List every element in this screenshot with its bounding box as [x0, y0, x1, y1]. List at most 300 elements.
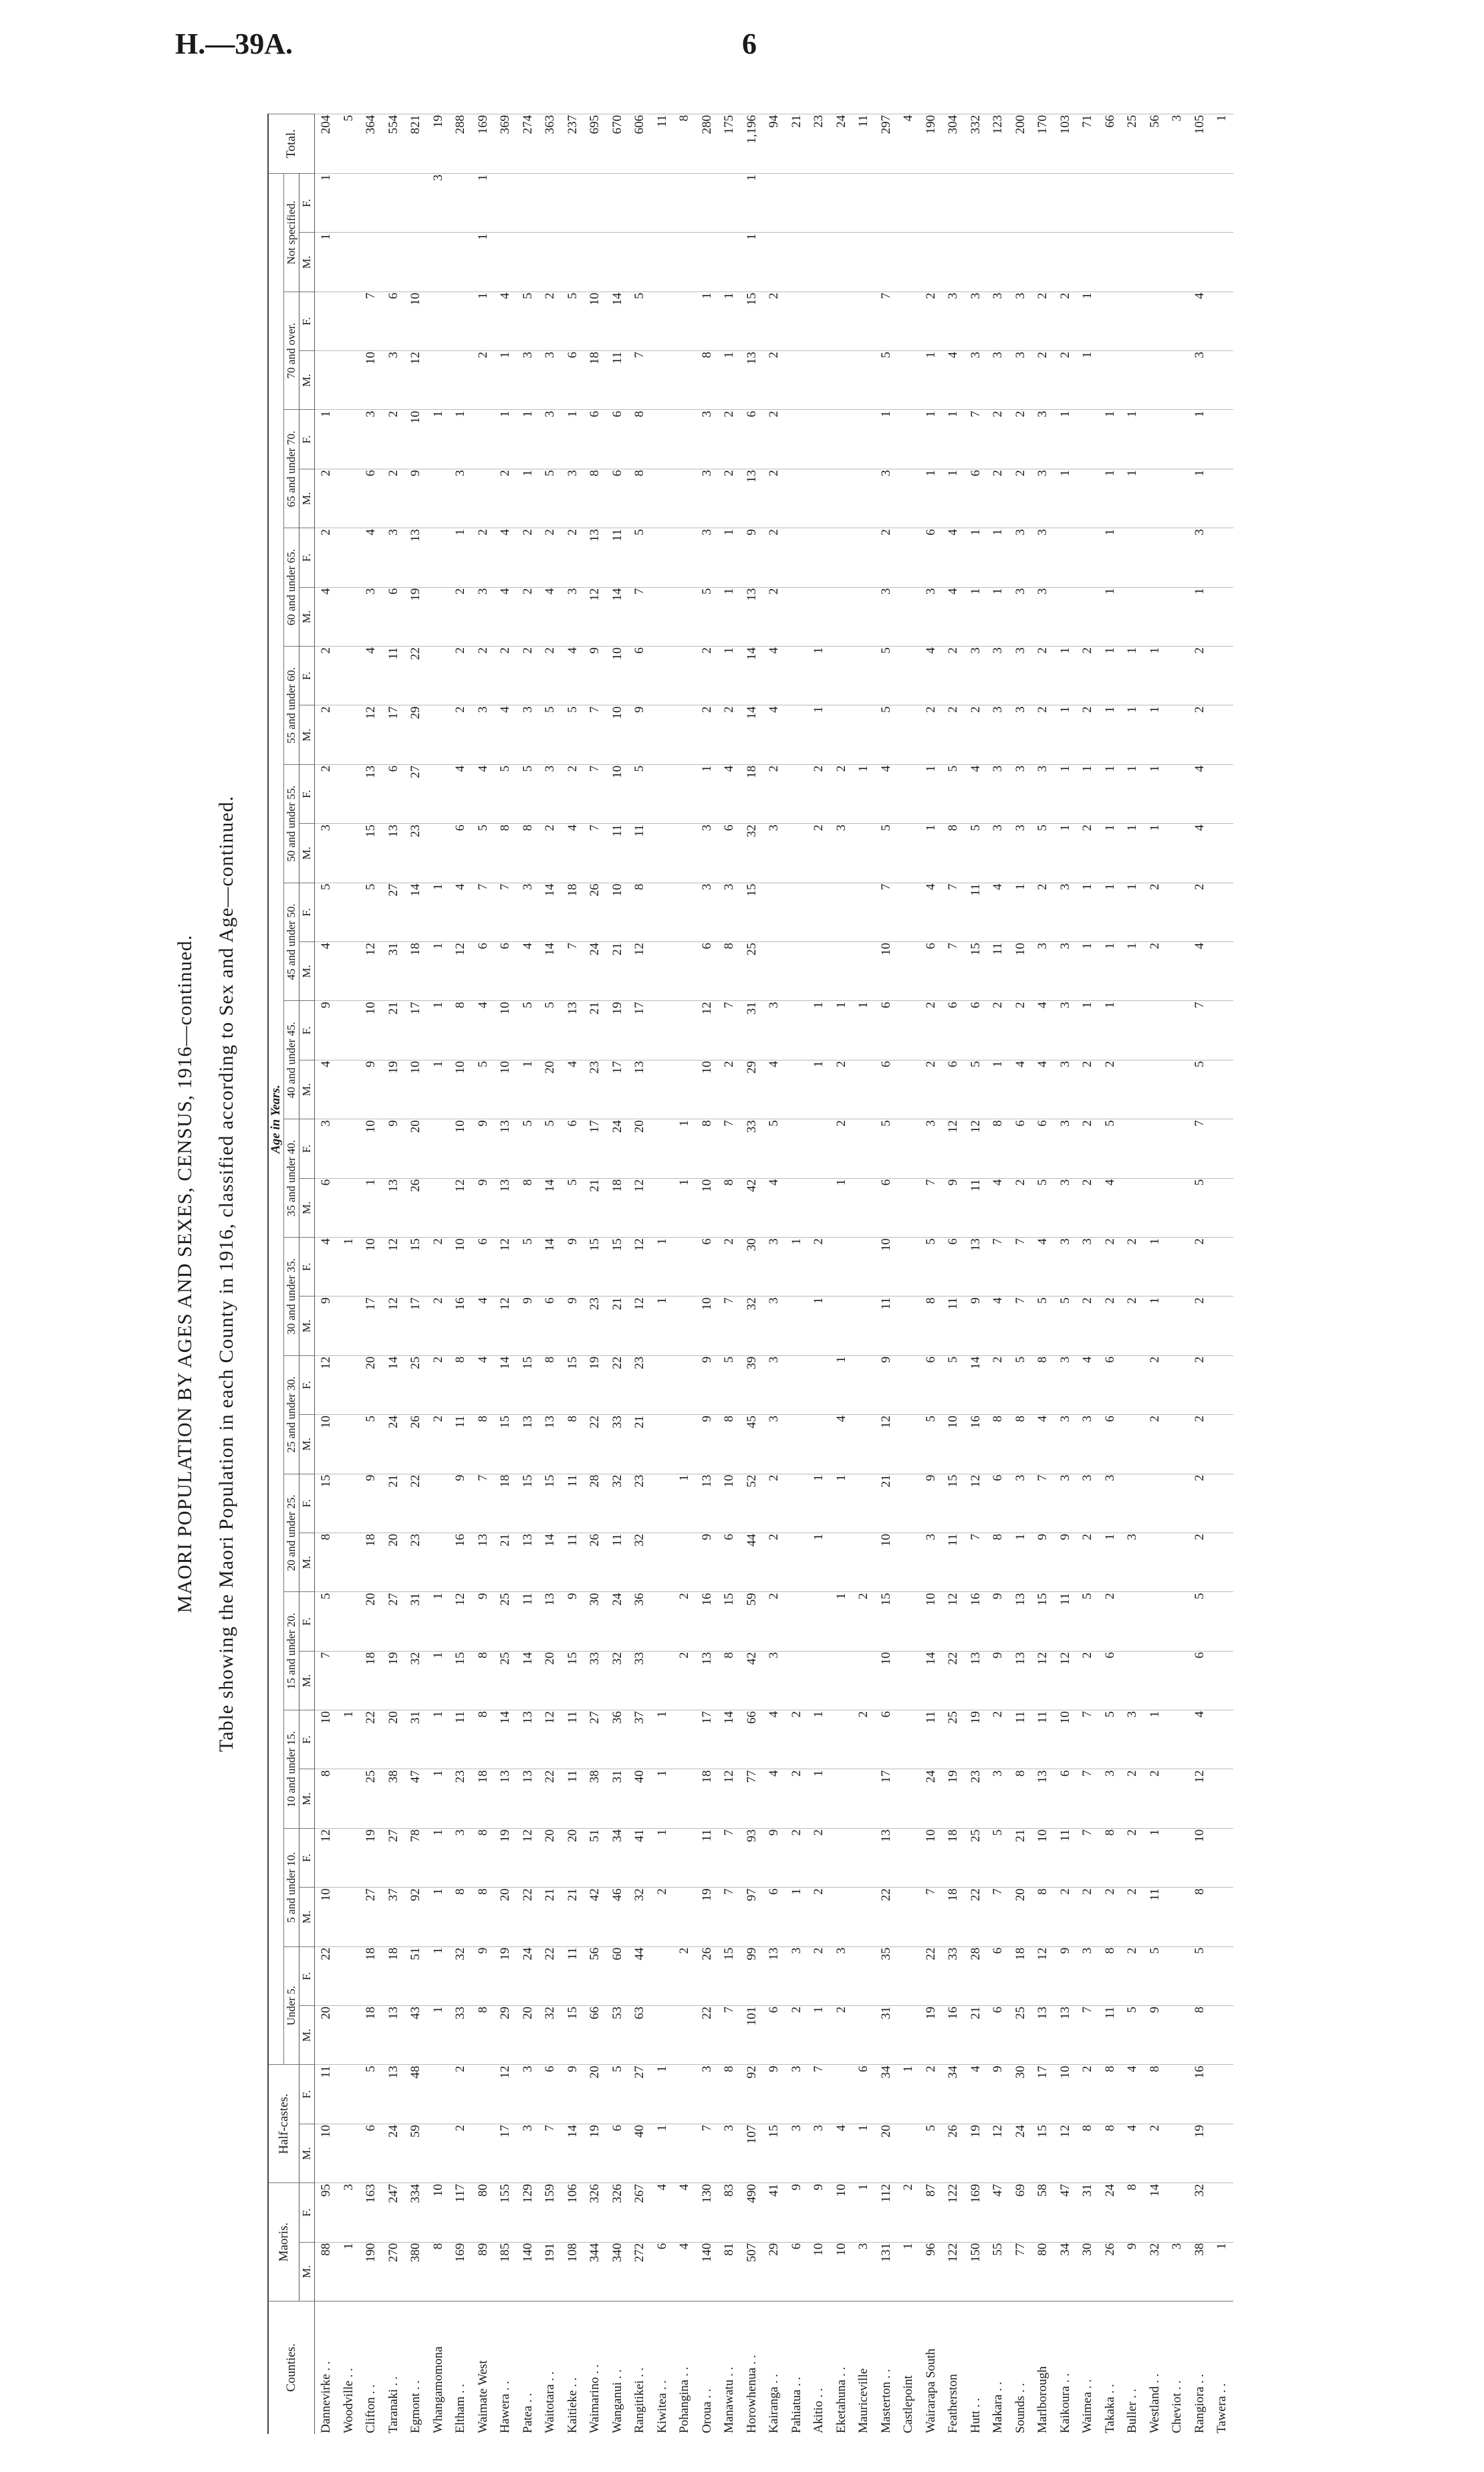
age-column-header: 10 and under 15. — [284, 1710, 299, 1829]
age-male-cell: 2 — [920, 1060, 943, 1119]
age-male-cell: 12 — [1189, 1769, 1211, 1828]
age-female-cell: 6 — [965, 1001, 987, 1060]
female-column-header: F. — [299, 883, 315, 941]
male-column-header: M. — [299, 469, 315, 528]
age-male-cell: 5 — [1121, 2006, 1144, 2065]
age-male-cell: 13 — [517, 1415, 539, 1474]
age-female-cell: 4 — [315, 1237, 338, 1296]
age-male-cell — [830, 233, 853, 292]
age-female-cell: 5 — [942, 1355, 965, 1414]
maoris-male-cell: 38 — [1189, 2242, 1211, 2301]
age-female-cell — [852, 1474, 875, 1533]
maoris-male-cell: 34 — [1054, 2242, 1077, 2301]
age-female-cell — [808, 1119, 830, 1178]
age-male-cell — [1166, 587, 1189, 646]
age-female-cell: 99 — [741, 1946, 763, 2005]
age-male-cell: 3 — [763, 1651, 785, 1710]
age-female-cell: 2 — [539, 647, 562, 705]
age-male-cell — [584, 233, 606, 292]
maoris-male-cell: 3 — [1166, 2242, 1189, 2301]
maoris-male-cell: 185 — [494, 2242, 517, 2301]
halfcastes-male-cell: 3 — [517, 2124, 539, 2182]
age-female-cell — [897, 1119, 920, 1178]
female-column-header: F. — [299, 1946, 315, 2005]
age-male-cell — [897, 469, 920, 528]
maoris-female-cell: 8 — [1121, 2183, 1144, 2242]
age-male-cell — [1121, 1178, 1144, 1237]
age-female-cell: 5 — [628, 764, 651, 823]
table-body — [315, 114, 1233, 2435]
age-column-header: 55 and under 60. — [284, 647, 299, 765]
table-row — [539, 114, 562, 2435]
age-female-cell: 3 — [1054, 1237, 1077, 1296]
age-male-cell: 23 — [584, 1297, 606, 1355]
age-male-cell: 1 — [1054, 824, 1077, 883]
table-row — [897, 114, 920, 2435]
age-female-cell — [785, 1001, 808, 1060]
age-male-cell: 10 — [1009, 942, 1032, 1001]
age-male-cell: 1 — [808, 2006, 830, 2065]
age-male-cell: 1 — [1099, 469, 1122, 528]
age-female-cell: 1 — [427, 1828, 450, 1887]
age-female-cell — [606, 173, 629, 232]
age-female-cell: 37 — [628, 1710, 651, 1769]
age-male-cell — [785, 233, 808, 292]
age-female-cell: 52 — [741, 1474, 763, 1533]
age-male-cell: 13 — [1054, 2006, 1077, 2065]
age-female-cell: 3 — [1189, 528, 1211, 587]
age-female-cell — [785, 528, 808, 587]
county-name: Wairarapa South — [920, 2301, 943, 2435]
age-male-cell: 1 — [830, 1178, 853, 1237]
halfcastes-male-cell: 8 — [1076, 2124, 1099, 2182]
age-male-cell: 21 — [606, 942, 629, 1001]
age-female-cell — [1166, 647, 1189, 705]
county-name: Rangiora . . — [1189, 2301, 1211, 2435]
maoris-male-cell: 380 — [404, 2242, 427, 2301]
maoris-male-cell: 26 — [1099, 2242, 1122, 2301]
table-row — [494, 114, 517, 2435]
age-female-cell: 56 — [584, 1946, 606, 2005]
age-male-cell: 3 — [1076, 1415, 1099, 1474]
age-female-cell: 2 — [517, 647, 539, 705]
age-male-cell: 13 — [517, 1769, 539, 1828]
halfcastes-male-cell — [427, 2124, 450, 2182]
age-female-cell — [897, 1001, 920, 1060]
age-female-cell: 9 — [449, 1474, 472, 1533]
total-cell: 364 — [360, 114, 382, 174]
age-female-cell: 9 — [875, 1355, 898, 1414]
age-female-cell: 2 — [987, 1355, 1009, 1414]
female-column-header: F. — [299, 2065, 315, 2124]
age-female-cell: 1 — [1121, 647, 1144, 705]
age-female-cell: 5 — [360, 883, 382, 941]
age-female-cell: 2 — [1144, 883, 1166, 941]
age-female-cell: 5 — [875, 647, 898, 705]
table-row — [382, 114, 405, 2435]
age-male-cell — [404, 233, 427, 292]
age-female-cell: 3 — [942, 292, 965, 350]
age-female-cell: 8 — [449, 1001, 472, 1060]
age-female-cell: 1 — [920, 410, 943, 469]
age-male-cell: 25 — [1009, 2006, 1032, 2065]
total-cell: 369 — [494, 114, 517, 174]
age-male-cell: 31 — [875, 2006, 898, 2065]
age-male-cell: 6 — [1099, 1415, 1122, 1474]
age-male-cell — [785, 587, 808, 646]
age-male-cell: 32 — [606, 1651, 629, 1710]
maoris-female-cell: 9 — [785, 2183, 808, 2242]
county-name: Westland . . — [1144, 2301, 1166, 2435]
age-male-cell — [1166, 824, 1189, 883]
age-male-cell: 4 — [1031, 1415, 1054, 1474]
age-female-cell: 1 — [785, 1237, 808, 1296]
age-male-cell: 4 — [987, 1178, 1009, 1237]
age-male-cell: 7 — [628, 351, 651, 410]
female-column-header: F. — [299, 764, 315, 823]
age-male-cell: 4 — [539, 587, 562, 646]
table-row — [1166, 114, 1189, 2435]
age-male-cell: 2 — [808, 824, 830, 883]
age-male-cell: 1 — [1076, 942, 1099, 1001]
age-male-cell — [1166, 1297, 1189, 1355]
age-male-cell: 1 — [1121, 824, 1144, 883]
age-female-cell: 1 — [808, 1474, 830, 1533]
age-male-cell: 17 — [382, 705, 405, 764]
halfcastes-female-cell: 2 — [1076, 2065, 1099, 2124]
age-male-cell: 45 — [741, 1415, 763, 1474]
age-female-cell — [673, 883, 696, 941]
age-male-cell: 5 — [539, 705, 562, 764]
age-female-cell — [1121, 1474, 1144, 1533]
age-male-cell: 2 — [472, 351, 495, 410]
age-male-cell: 5 — [920, 1415, 943, 1474]
age-male-cell: 2 — [1144, 1769, 1166, 1828]
age-male-cell: 66 — [584, 2006, 606, 2065]
age-male-cell: 1 — [1099, 824, 1122, 883]
age-male-cell: 7 — [315, 1651, 338, 1710]
age-male-cell: 4 — [494, 705, 517, 764]
age-male-cell: 12 — [718, 1769, 741, 1828]
age-female-cell: 9 — [1054, 1946, 1077, 2005]
male-column-header: M. — [299, 1651, 315, 1710]
maoris-male-cell: 191 — [539, 2242, 562, 2301]
table-row — [673, 114, 696, 2435]
age-male-cell — [673, 2006, 696, 2065]
age-male-cell: 5 — [1031, 1297, 1054, 1355]
age-female-cell: 4 — [472, 1001, 495, 1060]
county-name: Tawera . . — [1211, 2301, 1233, 2435]
halfcastes-female-cell: 92 — [741, 2065, 763, 2124]
total-cell: 670 — [606, 114, 629, 174]
age-female-cell: 3 — [382, 528, 405, 587]
age-male-cell — [830, 351, 853, 410]
age-female-cell — [1121, 173, 1144, 232]
county-name: Kairanga . . — [763, 2301, 785, 2435]
age-female-cell — [785, 883, 808, 941]
age-male-cell: 63 — [628, 2006, 651, 2065]
age-female-cell: 3 — [539, 764, 562, 823]
age-female-cell: 41 — [628, 1828, 651, 1887]
age-female-cell — [852, 1119, 875, 1178]
maoris-male-cell: 10 — [830, 2242, 853, 2301]
age-female-cell — [1121, 1355, 1144, 1414]
age-female-cell: 2 — [920, 1001, 943, 1060]
table-container — [267, 114, 1233, 2434]
age-male-cell: 26 — [404, 1415, 427, 1474]
halfcastes-male-cell: 2 — [449, 2124, 472, 2182]
age-female-cell: 2 — [763, 1474, 785, 1533]
age-female-cell: 2 — [427, 1237, 450, 1296]
age-male-cell: 16 — [449, 1297, 472, 1355]
age-female-cell — [808, 528, 830, 587]
age-female-cell: 11 — [562, 1710, 584, 1769]
age-male-cell: 33 — [606, 1415, 629, 1474]
age-female-cell: 8 — [696, 1119, 719, 1178]
halfcastes-female-cell: 5 — [606, 2065, 629, 2124]
age-male-cell: 1 — [472, 233, 495, 292]
age-male-cell — [651, 942, 674, 1001]
age-male-cell — [897, 1888, 920, 1946]
maoris-female-cell: 112 — [875, 2183, 898, 2242]
age-female-cell: 2 — [1121, 1828, 1144, 1887]
male-column-header: M. — [299, 705, 315, 764]
age-male-cell: 2 — [1009, 1178, 1032, 1237]
age-female-cell — [427, 292, 450, 350]
age-female-cell: 27 — [382, 1592, 405, 1651]
age-male-cell: 5 — [875, 351, 898, 410]
age-male-cell: 2 — [427, 1415, 450, 1474]
age-male-cell: 1 — [987, 587, 1009, 646]
male-column-header: M. — [299, 587, 315, 646]
halfcastes-female-cell: 34 — [942, 2065, 965, 2124]
age-male-cell: 8 — [987, 1415, 1009, 1474]
age-male-cell: 22 — [696, 2006, 719, 2065]
age-male-cell: 8 — [472, 1651, 495, 1710]
age-female-cell: 6 — [942, 1237, 965, 1296]
age-female-cell: 9 — [382, 1119, 405, 1178]
age-male-cell: 6 — [1054, 1769, 1077, 1828]
halfcastes-male-cell: 12 — [1054, 2124, 1077, 2182]
age-female-cell — [673, 764, 696, 823]
age-female-cell: 28 — [584, 1474, 606, 1533]
age-male-cell — [1121, 1060, 1144, 1119]
age-male-cell: 3 — [562, 469, 584, 528]
age-female-cell: 34 — [606, 1828, 629, 1887]
age-female-cell: 13 — [1009, 1592, 1032, 1651]
age-female-cell: 14 — [965, 1355, 987, 1414]
age-male-cell: 1 — [1009, 1533, 1032, 1591]
age-female-cell: 18 — [494, 1474, 517, 1533]
age-female-cell: 9 — [741, 528, 763, 587]
age-male-cell: 4 — [942, 351, 965, 410]
total-cell: 23 — [808, 114, 830, 174]
age-male-cell — [852, 2006, 875, 2065]
age-male-cell: 3 — [1009, 587, 1032, 646]
age-female-cell — [449, 173, 472, 232]
age-male-cell — [651, 233, 674, 292]
age-male-cell: 7 — [987, 1888, 1009, 1946]
age-male-cell: 1 — [360, 1178, 382, 1237]
age-male-cell: 13 — [1031, 2006, 1054, 2065]
age-female-cell: 3 — [987, 647, 1009, 705]
age-female-cell: 5 — [942, 764, 965, 823]
age-female-cell: 3 — [1099, 1474, 1122, 1533]
age-male-cell — [539, 233, 562, 292]
age-female-cell: 20 — [562, 1828, 584, 1887]
age-male-cell — [1211, 824, 1233, 883]
age-male-cell: 12 — [449, 942, 472, 1001]
age-male-cell: 1 — [942, 469, 965, 528]
age-male-cell — [1076, 233, 1099, 292]
county-name: Buller . . — [1121, 2301, 1144, 2435]
age-female-cell: 10 — [1054, 1710, 1077, 1769]
age-female-cell — [1121, 528, 1144, 587]
age-female-cell: 2 — [1121, 1946, 1144, 2005]
age-female-cell: 1 — [449, 528, 472, 587]
age-female-cell — [651, 1119, 674, 1178]
age-male-cell — [427, 705, 450, 764]
male-column-header: M. — [299, 233, 315, 292]
age-female-cell — [1211, 1237, 1233, 1296]
maoris-male-cell: 340 — [606, 2242, 629, 2301]
age-male-cell — [1144, 469, 1166, 528]
age-female-cell — [785, 1592, 808, 1651]
age-female-cell: 5 — [628, 528, 651, 587]
age-male-cell: 2 — [1054, 351, 1077, 410]
age-female-cell: 15 — [584, 1237, 606, 1296]
age-female-cell: 14 — [494, 1710, 517, 1769]
maoris-male-cell: 55 — [987, 2242, 1009, 2301]
age-male-cell: 8 — [517, 1178, 539, 1237]
age-male-cell: 5 — [875, 705, 898, 764]
age-female-cell: 11 — [696, 1828, 719, 1887]
age-male-cell: 8 — [718, 1178, 741, 1237]
male-column-header: M. — [299, 942, 315, 1001]
age-female-cell: 1 — [808, 647, 830, 705]
maoris-male-cell: 4 — [673, 2242, 696, 2301]
age-male-cell: 10 — [696, 1297, 719, 1355]
halfcastes-male-cell: 2 — [1144, 2124, 1166, 2182]
age-female-cell: 4 — [562, 647, 584, 705]
age-female-cell: 1 — [651, 1828, 674, 1887]
age-female-cell: 1 — [427, 883, 450, 941]
age-female-cell: 15 — [517, 1474, 539, 1533]
halfcastes-header: Half-castes. — [268, 2065, 299, 2183]
maoris-female-cell: 326 — [606, 2183, 629, 2242]
age-male-cell: 7 — [718, 1888, 741, 1946]
age-male-cell: 5 — [1189, 1178, 1211, 1237]
table-row — [1009, 114, 1032, 2435]
age-male-cell: 1 — [517, 469, 539, 528]
age-male-cell: 12 — [360, 705, 382, 764]
age-male-cell: 6 — [606, 469, 629, 528]
age-female-cell: 2 — [763, 528, 785, 587]
age-male-cell: 11 — [965, 1178, 987, 1237]
age-female-cell: 17 — [404, 1001, 427, 1060]
age-female-cell — [1076, 410, 1099, 469]
age-male-cell: 11 — [606, 1533, 629, 1591]
age-female-cell — [338, 764, 360, 823]
age-male-cell: 2 — [1189, 705, 1211, 764]
table-row — [517, 114, 539, 2435]
age-male-cell — [1121, 1651, 1144, 1710]
age-male-cell: 8 — [494, 824, 517, 883]
age-female-cell: 10 — [494, 1001, 517, 1060]
age-male-cell: 20 — [1009, 1888, 1032, 1946]
age-female-cell: 6 — [628, 647, 651, 705]
age-male-cell — [673, 942, 696, 1001]
age-female-cell — [427, 764, 450, 823]
age-female-cell: 3 — [449, 1828, 472, 1887]
age-female-cell — [1054, 528, 1077, 587]
age-female-cell: 6 — [382, 764, 405, 823]
age-male-cell: 12 — [1031, 1651, 1054, 1710]
age-female-cell: 1 — [472, 173, 495, 232]
age-female-cell: 12 — [494, 1237, 517, 1296]
county-name: Castlepoint — [897, 2301, 920, 2435]
female-column-header: F. — [299, 1592, 315, 1651]
maoris-female-cell: 130 — [696, 2183, 719, 2242]
age-female-cell: 8 — [628, 883, 651, 941]
age-male-cell — [852, 351, 875, 410]
age-male-cell — [830, 705, 853, 764]
age-male-cell — [338, 587, 360, 646]
age-female-cell: 7 — [494, 883, 517, 941]
age-male-cell: 2 — [1099, 1888, 1122, 1946]
age-male-cell: 18 — [606, 1178, 629, 1237]
halfcastes-male-cell: 3 — [808, 2124, 830, 2182]
age-male-cell: 92 — [404, 1888, 427, 1946]
age-female-cell: 23 — [628, 1474, 651, 1533]
age-female-cell — [673, 1237, 696, 1296]
female-column-header: F. — [299, 1710, 315, 1769]
age-female-cell: 4 — [494, 528, 517, 587]
age-female-cell: 25 — [942, 1710, 965, 1769]
age-male-cell: 4 — [763, 705, 785, 764]
age-female-cell: 15 — [875, 1592, 898, 1651]
halfcastes-male-cell: 6 — [606, 2124, 629, 2182]
age-female-cell: 7 — [942, 883, 965, 941]
age-female-cell: 10 — [360, 1119, 382, 1178]
age-female-cell: 1 — [562, 410, 584, 469]
age-male-cell: 1 — [651, 1769, 674, 1828]
age-female-cell: 15 — [606, 1237, 629, 1296]
age-female-cell: 3 — [1009, 1474, 1032, 1533]
county-name: Pahiatua . . — [785, 2301, 808, 2435]
age-female-cell: 2 — [673, 1946, 696, 2005]
age-male-cell: 25 — [741, 942, 763, 1001]
age-male-cell: 11 — [1144, 1888, 1166, 1946]
age-female-cell: 1 — [965, 528, 987, 587]
age-female-cell — [830, 1237, 853, 1296]
age-female-cell: 1 — [472, 292, 495, 350]
age-female-cell: 1 — [651, 1237, 674, 1296]
age-female-cell: 1 — [741, 173, 763, 232]
age-female-cell — [718, 173, 741, 232]
age-male-cell — [338, 1415, 360, 1474]
age-female-cell: 1 — [830, 1355, 853, 1414]
age-female-cell: 17 — [584, 1119, 606, 1178]
age-female-cell: 1 — [1099, 764, 1122, 823]
age-male-cell — [830, 587, 853, 646]
age-male-cell: 22 — [942, 1651, 965, 1710]
age-male-cell — [785, 705, 808, 764]
age-male-cell — [1166, 1769, 1189, 1828]
age-male-cell — [897, 1533, 920, 1591]
age-female-cell: 2 — [517, 528, 539, 587]
age-column-header: 15 and under 20. — [284, 1592, 299, 1710]
